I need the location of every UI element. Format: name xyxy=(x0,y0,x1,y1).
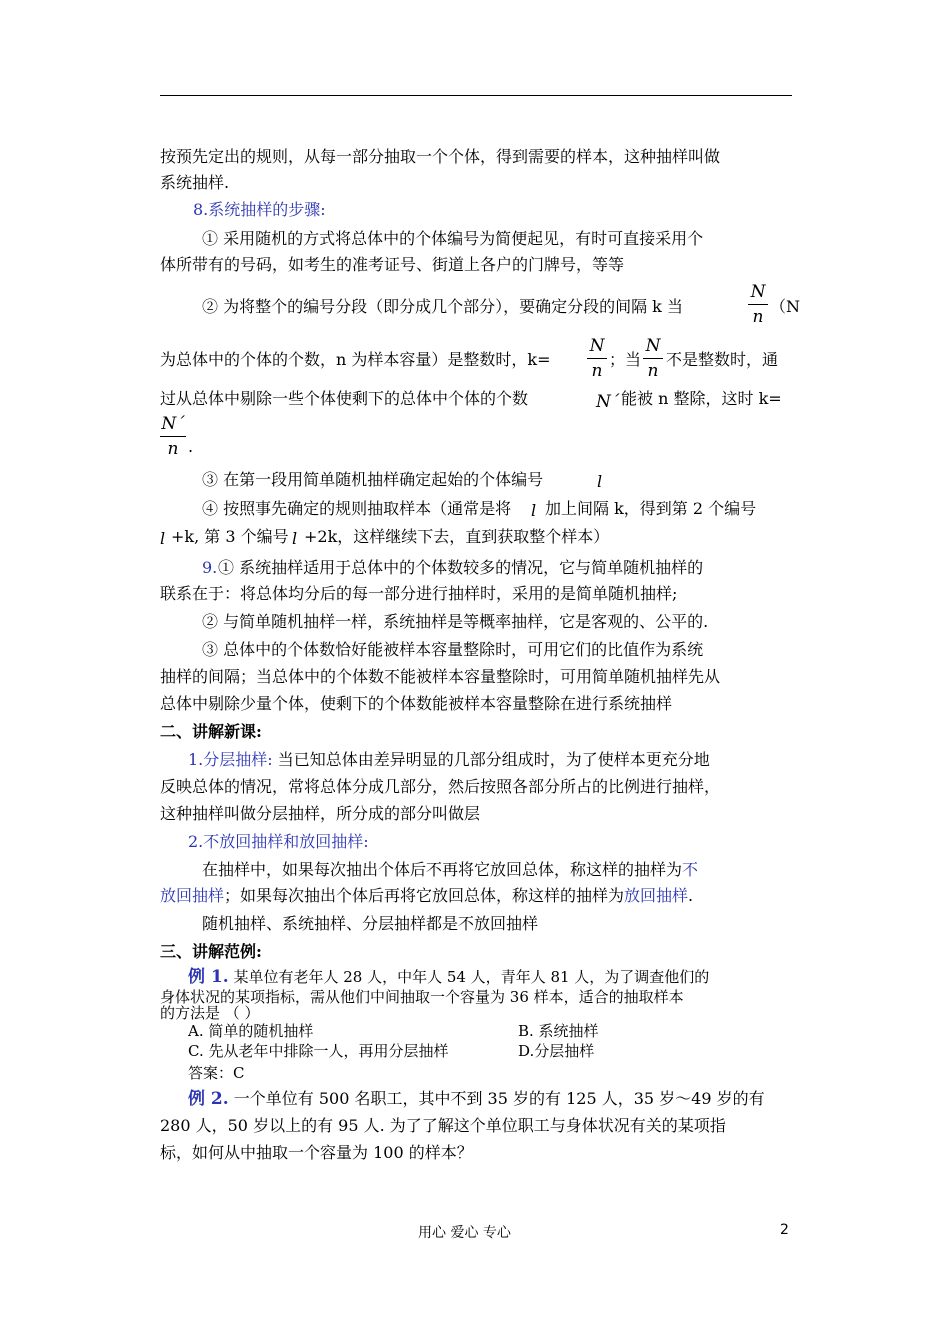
option-c: C. 先从老年中排除一人，再用分层抽样 xyxy=(188,1042,449,1060)
fraction-bar xyxy=(643,358,663,359)
example-2-line xyxy=(188,1089,765,1109)
section-heading-8: 8.系统抽样的步骤: xyxy=(193,200,326,219)
example-label: 例 1. xyxy=(188,967,229,987)
text-line: 标，如何从中抽取一个容量为 100 的样本？ xyxy=(160,1143,473,1162)
concept-term: 1.分层抽样: xyxy=(188,750,273,769)
fraction-bar xyxy=(748,304,768,305)
fraction-Nprime-over-n xyxy=(160,415,186,458)
text-line: 不是整数时，通 xyxy=(666,350,779,369)
text-line: 能被 n 整除，这时 k= xyxy=(621,389,782,408)
text-line xyxy=(202,860,698,880)
option-d: D.分层抽样 xyxy=(518,1042,595,1060)
numerator: N xyxy=(589,336,605,356)
concept-term: 2.不放回抽样和放回抽样: xyxy=(188,832,369,851)
text-line: 加上间隔 k，得到第 2 个编号 xyxy=(545,499,757,518)
example-label: 例 2. xyxy=(188,1089,229,1109)
text-line: ④ 按照事先确定的规则抽取样本（通常是将 xyxy=(202,499,512,518)
answer-line: 答案：C xyxy=(188,1064,245,1082)
text-line: 系统抽样. xyxy=(160,173,230,192)
text-line: 联系在于：将总体均分后的每一部分进行抽样时，采用的是简单随机抽样; xyxy=(160,584,678,603)
term-highlight: 放回抽样 xyxy=(624,886,689,905)
page-number: 2 xyxy=(780,1222,789,1238)
example-1-line xyxy=(188,967,709,987)
text-span: . xyxy=(688,886,694,905)
fraction-N-over-n xyxy=(748,283,768,326)
text-line: 这种抽样叫做分层抽样，所分成的部分叫做层 xyxy=(160,804,481,823)
section-number-9: 9. xyxy=(202,558,218,577)
term-highlight: 不 xyxy=(682,860,699,879)
text-line: 为总体中的个体的个数，n 为样本容量）是整数时，k= xyxy=(160,350,551,369)
text-span: 一个单位有 500 名职工，其中不到 35 岁的有 125 人，35 岁～49 岁的有 xyxy=(228,1089,765,1108)
math-l: l xyxy=(292,529,298,548)
text-line: . xyxy=(188,437,194,456)
text-line: 的方法是 （ ） xyxy=(160,1004,260,1022)
option-b: B. 系统抽样 xyxy=(518,1022,599,1040)
text-span: ；如果每次抽出个体后再将它放回总体，称这样的抽样为 xyxy=(224,886,625,905)
text-line xyxy=(188,750,710,770)
text-line: ③ 在第一段用简单随机抽样确定起始的个体编号 xyxy=(202,470,544,489)
text-line: 过从总体中剔除一些个体使剩下的总体中个体的个数 xyxy=(160,389,529,408)
fraction-bar xyxy=(587,358,607,359)
math-l: l xyxy=(597,472,603,491)
math-N-prime: N´ xyxy=(596,392,620,412)
math-l: l xyxy=(160,529,166,548)
fraction-N-over-n xyxy=(587,337,607,380)
text-line xyxy=(160,886,693,906)
text-line: 体所带有的号码，如考生的准考证号、街道上各户的门牌号，等等 xyxy=(160,255,625,274)
text-line: 总体中剔除少量个体，使剩下的个体数能被样本容量整除在进行系统抽样 xyxy=(160,694,673,713)
text-span: 某单位有老年人 28 人，中年人 54 人，青年人 81 人，为了调查他们的 xyxy=(228,968,710,986)
footer-motto: 用心 爱心 专心 xyxy=(418,1225,511,1241)
text-line: ② 为将整个的编号分段（即分成几个部分），要确定分段的间隔 k 当 xyxy=(202,297,683,316)
section-title-2: 二、讲解新课: xyxy=(160,722,262,741)
denominator: n xyxy=(167,439,179,459)
denominator: n xyxy=(647,361,659,381)
text-line: +k, 第 3 个编号 xyxy=(171,527,289,546)
text-line: ；当 xyxy=(609,350,642,369)
fraction-N-over-n xyxy=(643,337,663,380)
numerator: N xyxy=(645,336,661,356)
text-line: ① 系统抽样适用于总体中的个体数较多的情况，它与简单随机抽样的 xyxy=(218,558,704,577)
text-line: 随机抽样、系统抽样、分层抽样都是不放回抽样 xyxy=(202,914,539,933)
term-highlight: 放回抽样 xyxy=(160,886,225,905)
text-line: +2k，这样继续下去，直到获取整个样本） xyxy=(304,527,610,546)
text-line: ② 与简单随机抽样一样，系统抽样是等概率抽样，它是客观的、公平的. xyxy=(202,612,709,631)
denominator: n xyxy=(752,307,764,327)
text-line: ① 采用随机的方式将总体中的个体编号为简便起见，有时可直接采用个 xyxy=(202,229,704,248)
text-line: 按预先定出的规则，从每一部分抽取一个个体，得到需要的样本，这种抽样叫做 xyxy=(160,147,721,166)
text-line: 280 人，50 岁以上的有 95 人. 为了了解这个单位职工与身体状况有关的某项指 xyxy=(160,1116,726,1135)
text-line: 抽样的间隔；当总体中的个体数不能被样本容量整除时，可用简单随机抽样先从 xyxy=(160,667,721,686)
text-line: ③ 总体中的个体数恰好能被样本容量整除时，可用它们的比值作为系统 xyxy=(202,640,704,659)
option-a: A. 简单的随机抽样 xyxy=(188,1022,314,1040)
text-span: 在抽样中，如果每次抽出个体后不再将它放回总体，称这样的抽样为 xyxy=(202,860,683,879)
header-rule xyxy=(160,95,792,96)
numerator: N xyxy=(750,282,766,302)
fraction-bar xyxy=(160,436,186,437)
text-span: 当已知总体由差异明显的几部分组成时，为了使样本更充分地 xyxy=(272,750,710,769)
denominator: n xyxy=(591,361,603,381)
section-title-3: 三、讲解范例: xyxy=(160,942,262,961)
text-line: （N xyxy=(770,297,801,316)
numerator: N´ xyxy=(161,414,185,434)
math-l: l xyxy=(531,501,537,520)
text-line: 身体状况的某项指标，需从他们中间抽取一个容量为 36 样本，适合的抽取样本 xyxy=(160,988,684,1006)
text-line: 反映总体的情况，常将总体分成几部分，然后按照各部分所占的比例进行抽样， xyxy=(160,777,721,796)
